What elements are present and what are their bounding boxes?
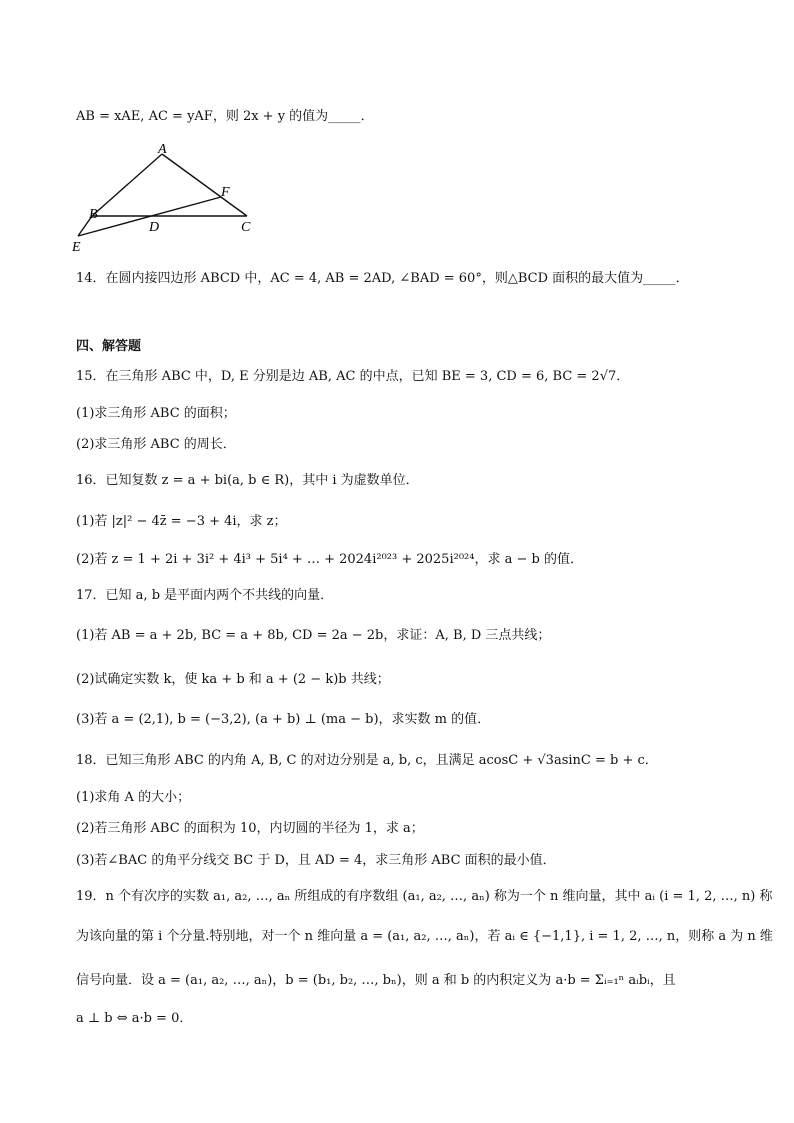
segment-ab (92, 154, 162, 216)
question-19-line-3: 信号向量．设 a = (a₁, a₂, …, aₙ)，b = (b₁, b₂, …, bₙ)，则 a 和 b 的内积定义为 a·b = Σᵢ₌₁ⁿ aᵢbᵢ，且 (76, 973, 676, 988)
question-15-part-2: (2)求三角形 ABC 的周长． (76, 437, 236, 452)
question-19-line-4: a ⊥ b ⇔ a·b = 0． (76, 1011, 193, 1026)
question-15-part-1: (1)求三角形 ABC 的面积； (76, 406, 236, 421)
question-18-part-2: (2)若三角形 ABC 的面积为 10，内切圆的半径为 1，求 a； (76, 821, 424, 836)
question-18-part-1: (1)求角 A 的大小； (76, 790, 191, 805)
question-19-line-1: 19．n 个有次序的实数 a₁, a₂, …, aₙ 所组成的有序数组 (a₁, a₂, …, aₙ) 称为一个 n 维向量，其中 aᵢ (i = 1, 2, …, n) 称 (76, 889, 773, 904)
question-19-line-2: 为该向量的第 i 个分量.特别地，对一个 n 维向量 a = (a₁, a₂, …, aₙ)，若 aᵢ ∈ {−1,1}, i = 1, 2, …, n，则称 a 为 n 维 (76, 929, 773, 944)
triangle-figure (66, 140, 266, 258)
question-18-stem: 18．已知三角形 ABC 的内角 A, B, C 的对边分别是 a, b, c，且满足 acosC + √3asinC = b + c． (76, 753, 658, 768)
question-13-tail: AB = xAE, AC = yAF，则 2x + y 的值为_____． (76, 109, 374, 124)
question-15-stem: 15．在三角形 ABC 中，D, E 分别是边 AB, AC 的中点，已知 BE = 3, CD = 6, BC = 2√7． (76, 369, 630, 384)
question-18-part-3: (3)若∠BAC 的角平分线交 BC 于 D，且 AD = 4，求三角形 ABC 面积的最小值． (76, 853, 556, 868)
label-d: D (149, 220, 160, 235)
label-a: A (158, 142, 167, 157)
question-17-part-1: (1)若 AB = a + 2b, BC = a + 8b, CD = 2a − 2b，求证：A, B, D 三点共线； (76, 628, 551, 643)
label-b: B (89, 207, 98, 222)
question-17-stem: 17．已知 a, b 是平面内两个不共线的向量． (76, 588, 334, 603)
question-16-stem: 16．已知复数 z = a + bi(a, b ∈ R)，其中 i 为虚数单位． (76, 473, 419, 488)
question-17-part-2: (2)试确定实数 k，使 ka + b 和 a + (2 − k)b 共线； (76, 672, 390, 687)
question-17-part-3: (3)若 a = (2,1), b = (−3,2), (a + b) ⊥ (ma − b)，求实数 m 的值． (76, 712, 491, 727)
question-14: 14．在圆内接四边形 ABCD 中，AC = 4, AB = 2AD, ∠BAD = 60°，则△BCD 面积的最大值为_____． (76, 271, 689, 286)
question-16-part-1: (1)若 |z|² − 4z̄ = −3 + 4i，求 z； (76, 514, 287, 529)
segment-ac (162, 154, 247, 216)
section-title: 四、解答题 (76, 339, 142, 354)
question-16-part-2: (2)若 z = 1 + 2i + 3i² + 4i³ + 5i⁴ + … + 2024i²⁰²³ + 2025i²⁰²⁴，求 a − b 的值． (76, 552, 583, 567)
label-f: F (221, 185, 230, 200)
label-c: C (241, 220, 251, 235)
label-e: E (72, 240, 81, 255)
